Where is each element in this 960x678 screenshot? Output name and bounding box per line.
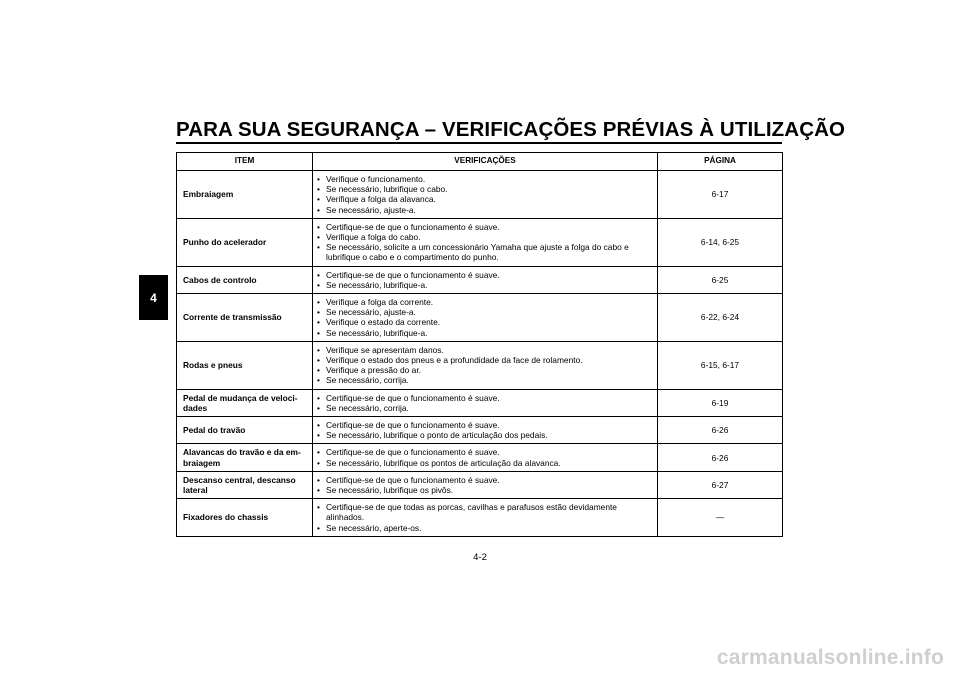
bullet-icon: • — [317, 307, 320, 318]
item-cell: Pedal de mudança de veloci-dades — [177, 389, 313, 416]
check-item — [317, 328, 653, 338]
page-cell: 6-25 — [658, 266, 783, 293]
check-item — [317, 420, 653, 430]
header-item: ITEM — [177, 153, 313, 171]
check-item — [317, 523, 653, 533]
check-item — [317, 205, 653, 215]
bullet-icon: • — [317, 221, 320, 232]
checks-cell — [313, 471, 658, 498]
page-number: 4-2 — [473, 552, 487, 563]
table-row — [177, 444, 783, 471]
bullet-icon: • — [317, 392, 320, 403]
checks-cell — [313, 218, 658, 266]
check-item — [317, 184, 653, 194]
bullet-icon: • — [317, 474, 320, 485]
table-row — [177, 389, 783, 416]
check-text: Certifique-se de que o funcionamento é suave. — [326, 221, 500, 232]
bullet-icon: • — [317, 317, 320, 328]
check-text: Certifique-se de que o funcionamento é suave. — [326, 392, 500, 403]
page-cell: 6-27 — [658, 471, 783, 498]
watermark: carmanualsonline.info — [716, 646, 944, 669]
table-row — [177, 266, 783, 293]
check-item — [317, 430, 653, 440]
check-text: Se necessário, aperte-os. — [326, 522, 422, 533]
check-item — [317, 222, 653, 232]
check-text: Se necessário, lubrifique os pivôs. — [326, 485, 454, 496]
item-cell: Pedal do travão — [177, 417, 313, 444]
checks-cell — [313, 341, 658, 389]
bullet-icon: • — [317, 269, 320, 280]
bullet-icon: • — [317, 174, 320, 184]
bullet-icon: • — [317, 279, 320, 290]
table-row — [177, 499, 783, 537]
checks-cell — [313, 499, 658, 537]
bullet-icon: • — [317, 485, 320, 496]
check-item — [317, 232, 653, 242]
table-row — [177, 341, 783, 389]
checks-cell — [313, 171, 658, 219]
table-row — [177, 171, 783, 219]
check-text: Certifique-se de que o funcionamento é suave. — [326, 447, 500, 458]
bullet-icon: • — [317, 355, 320, 366]
item-cell: Alavancas do travão e da em-braiagem — [177, 444, 313, 471]
check-item — [317, 174, 653, 184]
check-item — [317, 365, 653, 375]
page-cell: 6-22, 6-24 — [658, 294, 783, 342]
check-text: Verifique o estado dos pneus e a profundidade da face de rolamento. — [326, 355, 583, 366]
checks-cell — [313, 294, 658, 342]
bullet-icon: • — [317, 447, 320, 458]
table-body — [177, 171, 783, 537]
check-text: Verifique a pressão do ar. — [326, 365, 421, 376]
page-cell: 6-26 — [658, 417, 783, 444]
check-item — [317, 355, 653, 365]
check-item — [317, 502, 653, 522]
bullet-icon: • — [317, 184, 320, 195]
table-row — [177, 294, 783, 342]
check-text: Verifique o estado da corrente. — [326, 317, 441, 328]
bullet-icon: • — [317, 242, 320, 253]
check-text: Se necessário, corrija. — [326, 375, 409, 386]
title-underline — [176, 142, 782, 144]
check-text: Se necessário, ajuste-a. — [326, 307, 416, 318]
check-item — [317, 475, 653, 485]
check-item — [317, 393, 653, 403]
check-text: Verifique a folga da corrente. — [326, 297, 434, 308]
bullet-icon: • — [317, 232, 320, 243]
check-item — [317, 297, 653, 307]
check-text: Se necessário, lubrifique o cabo. — [326, 184, 448, 195]
check-text: Se necessário, lubrifique-a. — [326, 279, 428, 290]
check-text: Se necessário, lubrifique-a. — [326, 327, 428, 338]
header-checks: VERIFICAÇÕES — [313, 153, 658, 171]
page-title: PARA SUA SEGURANÇA – VERIFICAÇÕES PRÉVIAS À UTILIZAÇÃO — [176, 118, 846, 141]
bullet-icon: • — [317, 297, 320, 308]
check-text: Certifique-se de que o funcionamento é suave. — [326, 474, 500, 485]
check-item — [317, 485, 653, 495]
check-item — [317, 345, 653, 355]
bullet-icon: • — [317, 375, 320, 386]
table-row — [177, 417, 783, 444]
item-cell: Punho do acelerador — [177, 218, 313, 266]
check-item — [317, 307, 653, 317]
check-text: Se necessário, lubrifique os pontos de articulação da alavanca. — [326, 457, 561, 468]
item-cell: Cabos de controlo — [177, 266, 313, 293]
check-item — [317, 375, 653, 385]
check-text: Certifique-se de que o funcionamento é suave. — [326, 420, 500, 431]
item-cell: Fixadores do chassis — [177, 499, 313, 537]
page-cell: 6-26 — [658, 444, 783, 471]
check-item — [317, 447, 653, 457]
bullet-icon: • — [317, 365, 320, 376]
check-text: Verifique o funcionamento. — [326, 174, 426, 184]
check-text: Se necessário, corrija. — [326, 402, 409, 413]
check-text: Se necessário, solicite a um concessionário Yamaha que ajuste a folga do cabo e lubrifique o cabo e o compartimento do punho. — [326, 242, 629, 263]
bullet-icon: • — [317, 204, 320, 215]
header-page: PÁGINA — [658, 153, 783, 171]
page-cell: — — [658, 499, 783, 537]
checks-cell — [313, 444, 658, 471]
check-text: Certifique-se de que todas as porcas, cavilhas e parafusos estão devidamente alinhados. — [326, 502, 617, 523]
page-cell: 6-15, 6-17 — [658, 341, 783, 389]
item-cell: Corrente de transmissão — [177, 294, 313, 342]
bullet-icon: • — [317, 420, 320, 431]
check-item — [317, 317, 653, 327]
page-cell: 6-19 — [658, 389, 783, 416]
item-cell: Rodas e pneus — [177, 341, 313, 389]
checks-cell — [313, 389, 658, 416]
check-text: Verifique se apresentam danos. — [326, 344, 444, 355]
checks-cell — [313, 266, 658, 293]
check-text: Se necessário, lubrifique o ponto de articulação dos pedais. — [326, 430, 548, 441]
table-row — [177, 218, 783, 266]
check-item — [317, 280, 653, 290]
page-cell: 6-14, 6-25 — [658, 218, 783, 266]
check-item — [317, 458, 653, 468]
check-text: Certifique-se de que o funcionamento é suave. — [326, 269, 500, 280]
bullet-icon: • — [317, 502, 320, 513]
check-text: Verifique a folga do cabo. — [326, 232, 421, 243]
item-cell: Embraiagem — [177, 171, 313, 219]
bullet-icon: • — [317, 327, 320, 338]
check-item — [317, 194, 653, 204]
bullet-icon: • — [317, 457, 320, 468]
bullet-icon: • — [317, 430, 320, 441]
check-item — [317, 242, 653, 262]
table-row — [177, 471, 783, 498]
check-item — [317, 403, 653, 413]
item-cell: Descanso central, descanso lateral — [177, 471, 313, 498]
pre-operation-checklist-table — [176, 152, 783, 537]
bullet-icon: • — [317, 402, 320, 413]
page-cell: 6-17 — [658, 171, 783, 219]
table-header-row — [177, 153, 783, 171]
bullet-icon: • — [317, 194, 320, 205]
chapter-tab: 4 — [139, 275, 168, 320]
checks-cell — [313, 417, 658, 444]
check-text: Se necessário, ajuste-a. — [326, 204, 416, 215]
bullet-icon: • — [317, 522, 320, 533]
check-text: Verifique a folga da alavanca. — [326, 194, 436, 205]
bullet-icon: • — [317, 344, 320, 355]
check-item — [317, 270, 653, 280]
